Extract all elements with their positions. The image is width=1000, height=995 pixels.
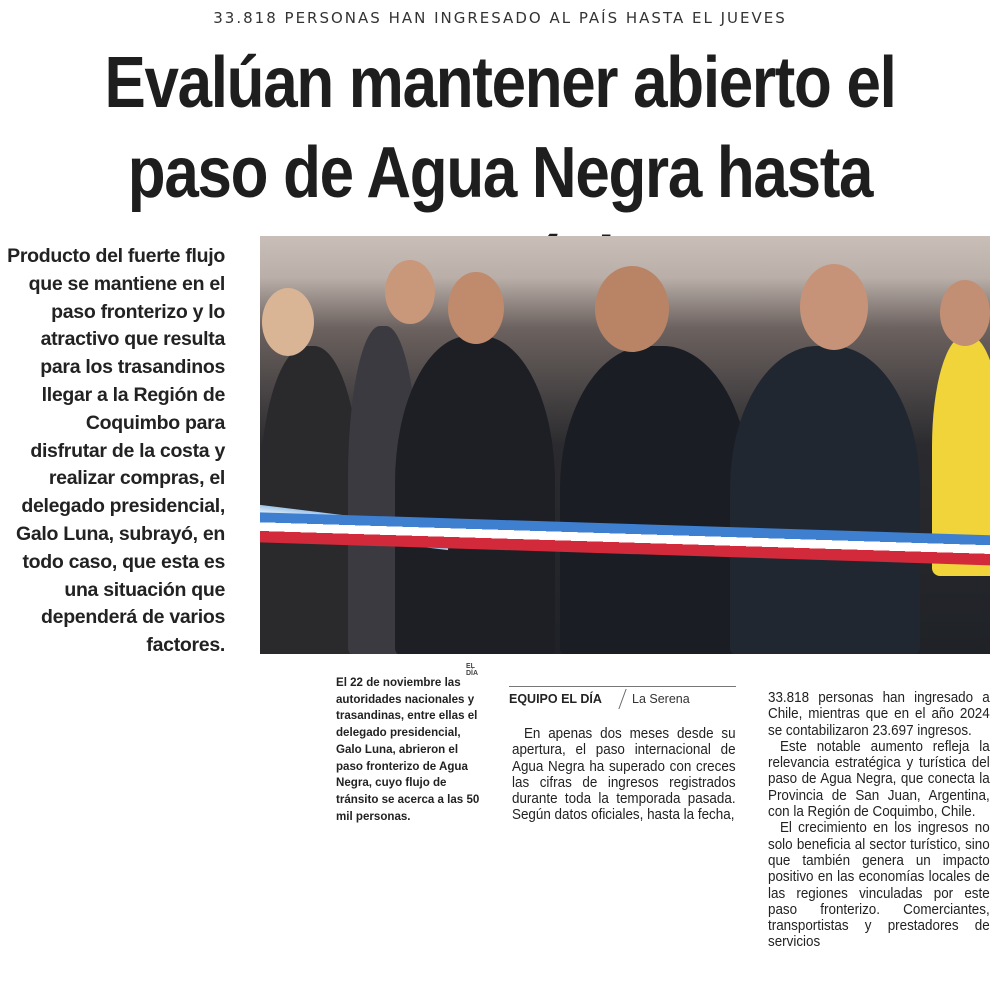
- body-paragraph: 33.818 personas han ingresado a Chile, mientras que en el año 2024 se contabilizaron 23.697 ingresos.: [768, 690, 990, 739]
- byline-author: EQUIPO EL DÍA: [509, 692, 602, 706]
- person-head: [385, 260, 435, 324]
- byline-divider: [618, 689, 626, 709]
- person-head: [940, 280, 990, 346]
- body-paragraph: Este notable aumento refleja la relevancia estratégica y turística del paso de Agua Negra, que conecta la Provincia de San Juan, Argentina, con la Región de Coquimbo, Chile.: [768, 738, 990, 821]
- headline: Evalúan mantener abierto el paso de Agua Negra hasta: [104, 43, 896, 213]
- body-column-1: [512, 726, 736, 824]
- kicker: 33.818 PERSONAS HAN INGRESADO AL PAÍS HASTA EL JUEVES: [213, 9, 787, 27]
- byline-place: La Serena: [632, 692, 690, 706]
- person-head: [595, 266, 669, 352]
- byline: [509, 686, 736, 708]
- lede-paragraph: Producto del fuerte flujo que se mantiene en el paso fronterizo y lo atractivo que resulta para los trasandinos llegar a la Región de Coquimbo para disfrutar de la costa y realizar compras, el delegado presidencial, Galo Luna, subrayó, en todo caso, que esta es una situación que dependerá de varios factores.: [7, 245, 225, 657]
- person-left-woman: [260, 346, 360, 654]
- person-head: [800, 264, 868, 350]
- person-head: [262, 288, 314, 356]
- body-paragraph: El crecimiento en los ingresos no solo beneficia al sector turístico, sino que también genera un impacto positivo en las economías locales de las regiones vinculadas por este paso fronterizo. Comerciantes, transportistas y prestadores de servicios: [768, 820, 990, 951]
- photo-caption: El 22 de noviembre las autoridades nacionales y trasandinas, entre ellas el delegado presidencial, Galo Luna, abrieron el paso fronterizo de Agua Negra, cuyo flujo de tránsito se acerca a las 50 mil personas.: [336, 675, 480, 823]
- body-column-2: [768, 690, 990, 951]
- person-speaker: [560, 346, 750, 654]
- news-photo: [260, 236, 990, 654]
- person-third: [395, 336, 555, 654]
- body-paragraph: En apenas dos meses desde su apertura, el paso internacional de Agua Negra ha superado con creces las cifras de ingresos registrados durante toda la temporada pasada. Según datos oficiales, hasta la fecha,: [512, 726, 736, 824]
- photo-credit: EL DÍA: [466, 663, 479, 677]
- person-right: [730, 346, 920, 654]
- person-head: [448, 272, 504, 344]
